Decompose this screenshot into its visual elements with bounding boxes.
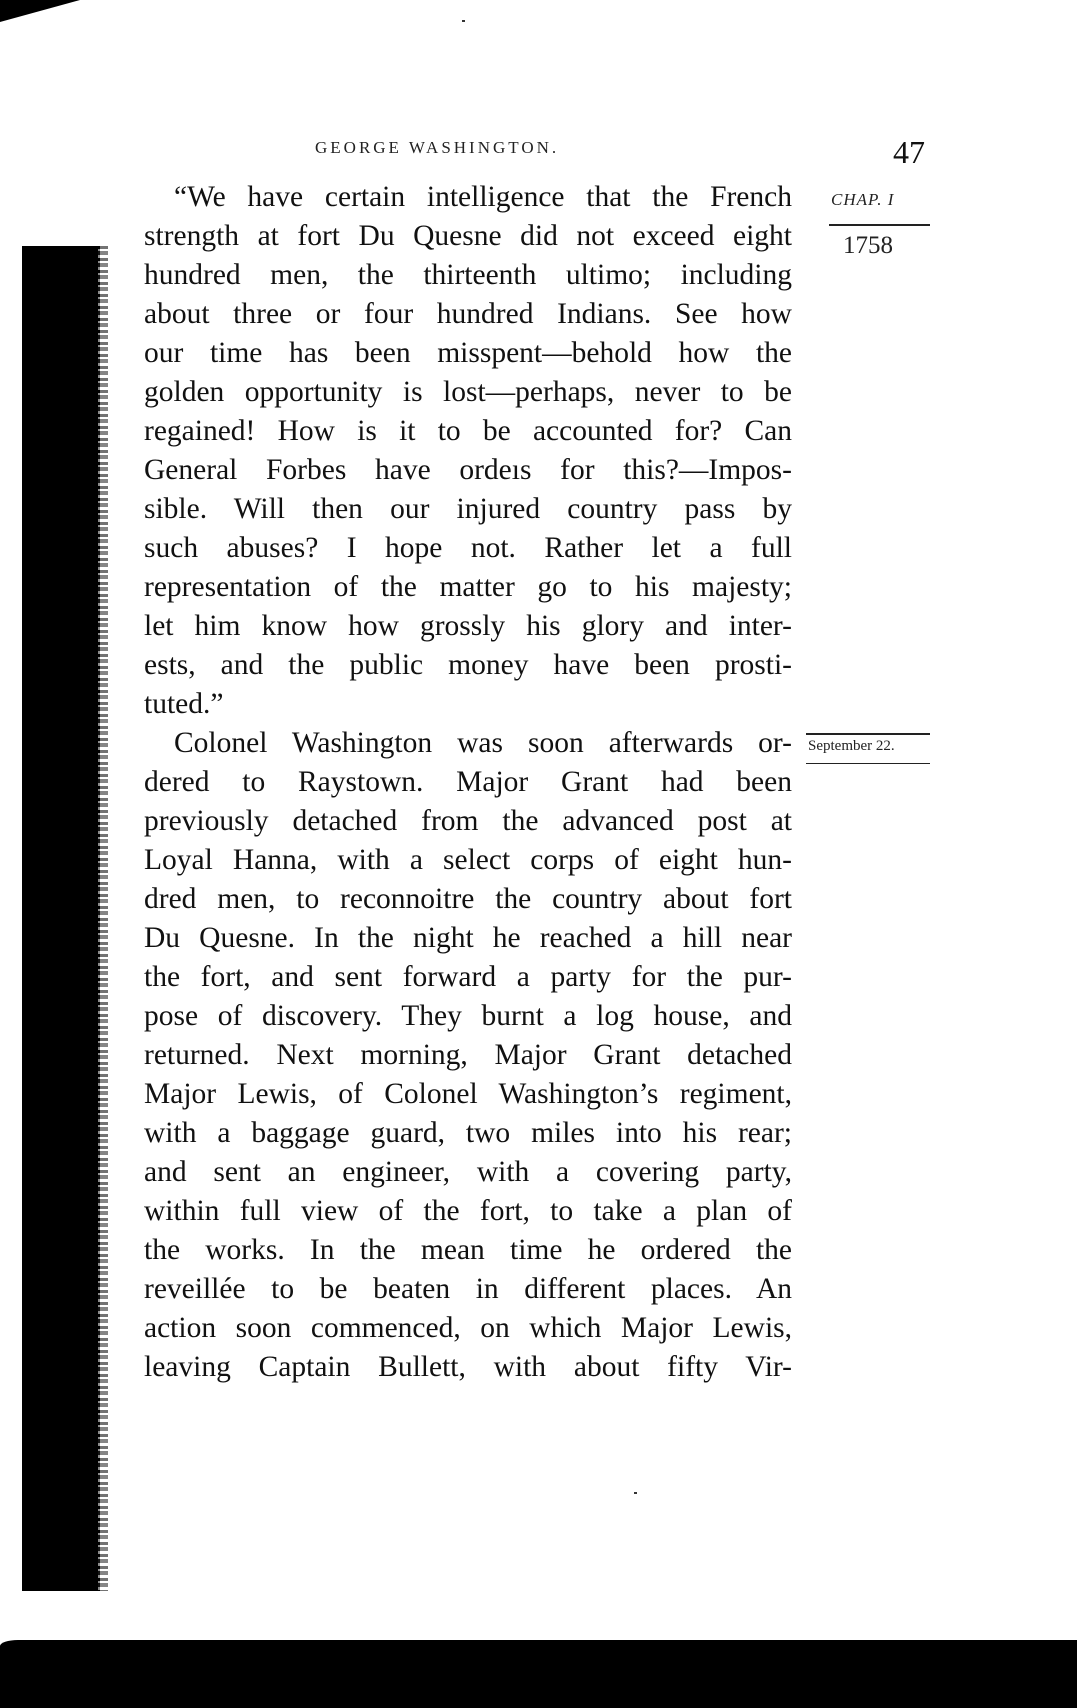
text-line: General Forbes have ordeıs for this?—Impos-: [144, 454, 792, 486]
text-line: “We have certain intelligence that the French: [174, 181, 792, 213]
scan-corner-mark: [0, 0, 80, 22]
margin-rule: [829, 224, 930, 226]
scan-binding-shadow: [22, 246, 100, 1591]
text-line: ests, and the public money have been prosti-: [144, 649, 792, 681]
text-line: the works. In the mean time he ordered the: [144, 1234, 792, 1266]
text-line: such abuses? I hope not. Rather let a full: [144, 532, 792, 564]
text-line: leaving Captain Bullett, with about fifty Vir-: [144, 1351, 792, 1383]
margin-note-chapter: CHAP. I: [831, 190, 895, 209]
text-line: previously detached from the advanced post at: [144, 805, 792, 837]
text-line: the fort, and sent forward a party for the pur-: [144, 961, 792, 993]
text-line: Loyal Hanna, with a select corps of eight hun-: [144, 844, 792, 876]
text-line: Major Lewis, of Colonel Washington’s regiment,: [144, 1078, 792, 1110]
text-line: hundred men, the thirteenth ultimo; including: [144, 259, 792, 291]
text-line: golden opportunity is lost—perhaps, never to be: [144, 376, 792, 408]
margin-note-date: September 22.: [808, 738, 895, 754]
text-line: within full view of the fort, to take a plan of: [144, 1195, 792, 1227]
text-line: pose of discovery. They burnt a log house, and: [144, 1000, 792, 1032]
text-line: regained! How is it to be accounted for? Can: [144, 415, 792, 447]
text-line: strength at fort Du Quesne did not exceed eight: [144, 220, 792, 252]
margin-rule: [806, 763, 930, 764]
scan-speck: [634, 1492, 637, 1494]
margin-rule: [806, 733, 930, 735]
text-line: dered to Raystown. Major Grant had been: [144, 766, 792, 798]
text-line: reveillée to be beaten in different places. An: [144, 1273, 792, 1305]
text-line: dred men, to reconnoitre the country about fort: [144, 883, 792, 915]
text-line: returned. Next morning, Major Grant detached: [144, 1039, 792, 1071]
text-line: action soon commenced, on which Major Lewis,: [144, 1312, 792, 1344]
text-line: sible. Will then our injured country pass by: [144, 493, 792, 525]
page-number: 47: [893, 134, 925, 170]
margin-note-year: 1758: [843, 232, 893, 259]
scan-speck: [462, 20, 465, 22]
text-line: and sent an engineer, with a covering party,: [144, 1156, 792, 1188]
text-line: about three or four hundred Indians. See how: [144, 298, 792, 330]
text-line: Colonel Washington was soon afterwards or-: [174, 727, 792, 759]
text-line: representation of the matter go to his majesty;: [144, 571, 792, 603]
running-head: GEORGE WASHINGTON.: [315, 138, 560, 157]
scan-bottom-edge: [0, 1640, 1077, 1708]
text-line: let him know how grossly his glory and inter-: [144, 610, 792, 642]
text-line: with a baggage guard, two miles into his rear;: [144, 1117, 792, 1149]
text-line: tuted.”: [144, 688, 224, 720]
body-text: [144, 178, 792, 1387]
text-line: Du Quesne. In the night he reached a hill near: [144, 922, 792, 954]
text-line: our time has been misspent—behold how the: [144, 337, 792, 369]
